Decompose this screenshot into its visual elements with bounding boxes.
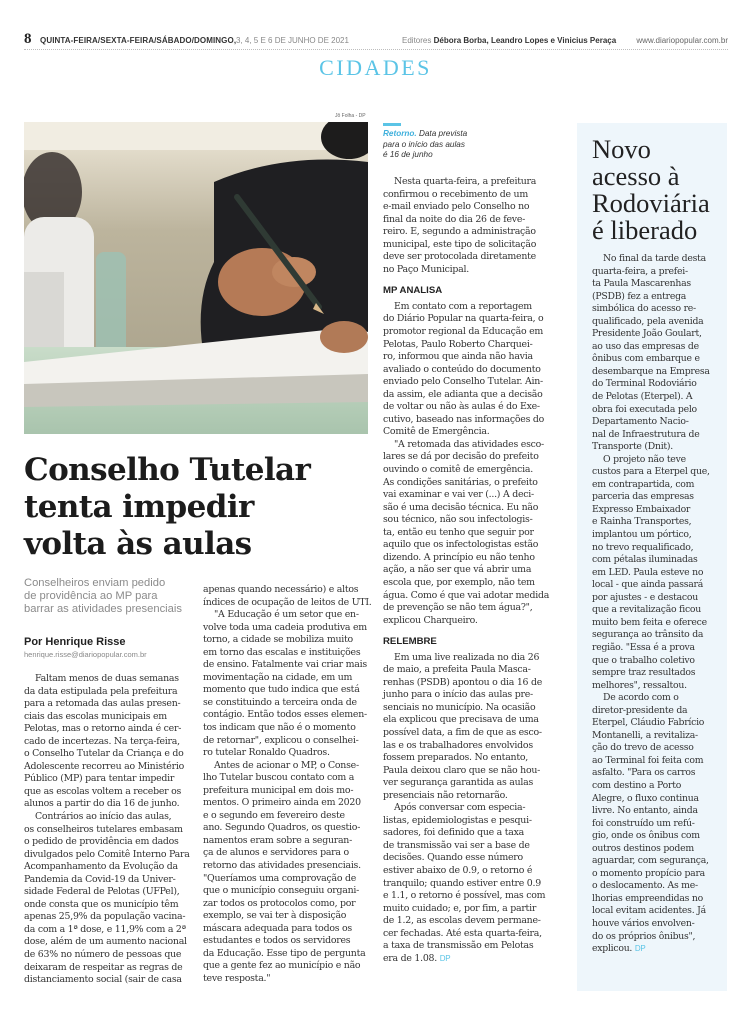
- text-line: que a gente fez ao município e não: [203, 960, 361, 972]
- text-line: o Conselho Tutelar da Criança e do: [24, 748, 184, 760]
- text-line: las e os trabalhadores envolvidos: [383, 739, 533, 751]
- text-line: de voltar ou não às aulas é do Exe-: [383, 401, 540, 413]
- sidebar-headline-line: é liberado: [592, 215, 698, 245]
- text-line: que o trabalho coletivo: [592, 654, 695, 666]
- text-line: houve vários envolven-: [592, 917, 695, 929]
- text-line: senciais no município. Na ocasião: [383, 701, 536, 713]
- editors-names: Débora Borba, Leandro Lopes e Vinicius Peraça: [433, 36, 617, 45]
- text-line: sidade Federal de Pelotas (UFPel),: [24, 886, 180, 898]
- text-line: ao Terminal foi feita com: [592, 754, 704, 766]
- text-line: da Educação. Esse tipo de pergunta: [203, 947, 366, 959]
- text-line: e o segundo em fevereiro deste: [203, 809, 345, 821]
- text-line: lares se dá por decisão do prefeito: [383, 451, 539, 463]
- text-line: ano. Segundo Quadros, os questio-: [203, 822, 361, 834]
- text-line: com destino a Porto: [592, 779, 682, 791]
- text-line: de ensino. Fatalmente vai criar mais: [203, 659, 367, 671]
- text-line: em contrapartida, com: [592, 478, 695, 490]
- text-line: gio, onde os ônibus com: [592, 830, 700, 842]
- text-line: cado de incertezas. Na terça-feira,: [24, 735, 180, 747]
- text-line: enviado pelo Conselho Tutelar. Ain-: [383, 376, 543, 388]
- text-line: do Diário Popular na quarta-feira, o: [383, 313, 544, 325]
- text-line: de retornar", explicou o conselhei-: [203, 734, 359, 746]
- section-title: CIDADES: [319, 55, 432, 80]
- text-line: da assim, ele adianta que a decisão: [383, 388, 543, 400]
- text-line: volve toda uma cadeia produtiva em: [203, 621, 367, 633]
- text-line: de maio, a prefeita Paula Masca-: [383, 664, 531, 676]
- text-line: e 1.1, o retorno é possível, mas com: [383, 890, 546, 902]
- text-line: Montanelli, a revitaliza-: [592, 729, 698, 741]
- caption-line: para o início das aulas: [383, 139, 465, 149]
- caption-accent-bar: [383, 123, 401, 126]
- page-number: 8: [24, 31, 32, 47]
- subhead-line: de providência ao MP para: [24, 590, 158, 602]
- subheadline: [24, 577, 194, 616]
- text-line: ciais das escolas municipais em: [24, 710, 167, 722]
- text-line: As condições sanitárias, o prefeito: [383, 476, 538, 488]
- text-line: no Paço Municipal.: [383, 263, 470, 275]
- text-line: com pétalas iluminadas: [592, 554, 698, 566]
- text-line: municipal, este tipo de solicitação: [383, 238, 537, 250]
- text-line: promotor regional da Educação em: [383, 326, 544, 338]
- text-line: cutivo, baseado nas informações do: [383, 413, 545, 425]
- text-line: máscara adequada para todos os: [203, 922, 352, 934]
- mp-analisa-paragraphs: [383, 301, 555, 627]
- text-line: qualificado, pela avenida: [592, 315, 704, 327]
- text-line: o deslocamento. As me-: [592, 880, 698, 892]
- text-line: a taxa de transmissão em Pelotas: [383, 940, 534, 952]
- text-line: junho para o início das aulas pre-: [383, 689, 533, 701]
- text-line: Comitê de Emergência.: [383, 426, 490, 438]
- text-line: (PSDB) fez a entrega: [592, 290, 687, 302]
- text-line: Paula deixou claro que se não hou-: [383, 764, 541, 776]
- text-line: sadores, foi definido que a taxa: [383, 827, 524, 839]
- student-writing-image: [24, 122, 368, 434]
- text-line: possível data, a fim de que as esco-: [383, 726, 542, 738]
- section-heading-relembre: RELEMBRE: [383, 636, 437, 648]
- text-line: aquilo que os infectologistas estão: [383, 539, 539, 551]
- text-line: presenciais não retornarão.: [383, 789, 508, 801]
- sidebar-paragraphs: [592, 253, 726, 943]
- text-line: os conselheiros tutelares embasam: [24, 823, 183, 835]
- text-line: índices de ocupação de leitos de UTI.: [203, 596, 372, 608]
- author-byline: Por Henrique Risse: [24, 636, 126, 648]
- text-line: tos indicam que não é o momento: [203, 722, 356, 734]
- text-line: da com a 1ª dose, e 11,9% com a 2ª: [24, 923, 186, 935]
- editors-label: Editores: [402, 36, 432, 45]
- text-line: parceria das empresas: [592, 491, 694, 503]
- text-line: aguardar, com segurança,: [592, 855, 709, 867]
- text-line: Transporte (Dnit).: [592, 441, 673, 453]
- text-line: Contrários ao início das aulas,: [35, 811, 172, 823]
- text-line: e Rainha Transportes,: [592, 516, 692, 528]
- text-line: ta, então eu tenho que seguir por: [383, 526, 534, 538]
- text-line: O projeto não teve: [603, 453, 686, 465]
- website-link[interactable]: www.diariopopular.com.br: [636, 36, 728, 45]
- text-line: melhores", ressaltou.: [592, 679, 687, 691]
- text-line: zar todos os protocolos como, por: [203, 897, 356, 909]
- photo-credit: Jô Folha - DP: [335, 113, 366, 119]
- text-line: Após conversar com especia-: [394, 802, 526, 814]
- text-line: de Pelotas (Eterpel). A: [592, 391, 693, 403]
- text-line: para a retomada das aulas presen-: [24, 698, 181, 710]
- text-line: apenas quando necessário) e altos: [203, 584, 359, 595]
- text-line: Nesta quarta-feira, a prefeitura: [394, 176, 537, 187]
- headline-line: Conselho Tutelar: [24, 452, 311, 488]
- text-line: que o município conseguiu organi-: [203, 885, 360, 897]
- text-line: outros destinos podem: [592, 842, 694, 854]
- text-line: Público (MP) para tentar impedir: [24, 773, 175, 785]
- text-line: divulgados pelo Comitê Interno Para: [24, 848, 190, 860]
- text-line: sou técnico, não sou infectologis-: [383, 514, 533, 526]
- text-line: explicou Charqueiro.: [383, 614, 478, 626]
- text-line: de 1.2, as escolas devem permane-: [383, 915, 541, 927]
- text-line: segurança ao trânsito da: [592, 629, 704, 641]
- text-line: implantou um pórtico,: [592, 529, 692, 541]
- text-line: renhas (PSDB) apontou o dia 16 de: [383, 676, 543, 688]
- article-column-1: [24, 673, 196, 987]
- text-line: ouvindo o comitê de emergência.: [383, 464, 533, 476]
- text-line: Expresso Embaixador: [592, 503, 691, 515]
- text-line: desembarque na Empresa: [592, 365, 710, 377]
- text-line: Presidente João Goulart,: [592, 328, 702, 340]
- text-line: custos para a Eterpel que,: [592, 466, 710, 478]
- text-line: são é uma decisão técnica. Eu não: [383, 501, 539, 513]
- text-line: Antes de acionar o MP, o Conse-: [214, 759, 359, 771]
- text-line: momento que tudo indica que está: [203, 684, 360, 696]
- text-line: Eterpel, Cláudio Fabrício: [592, 717, 705, 729]
- text-line: por ajustes - e destacou: [592, 591, 698, 603]
- text-line: ta Paula Mascarenhas: [592, 278, 691, 290]
- text-line: ao uso das empresas de: [592, 340, 699, 352]
- text-line: reiro. E, segundo a administração: [383, 226, 536, 238]
- text-line: Pelotas, mas o retorno ainda é cer-: [24, 723, 182, 735]
- text-line: listas, epidemiologistas e pesqui-: [383, 814, 532, 826]
- editors-credit: [402, 36, 616, 45]
- text-line: muito bem feita e oferece: [592, 616, 707, 628]
- sidebar-headline: [592, 136, 722, 244]
- text-line: diretor-presidente da: [592, 704, 688, 716]
- text-line: no trevo requalificado,: [592, 541, 694, 553]
- end-mark-dp: DP: [439, 953, 451, 963]
- caption-line: Data prevista: [418, 129, 468, 138]
- text-line: asfalto. "Para os carros: [592, 767, 696, 779]
- text-line: contágio. Então todos esses elemen-: [203, 709, 367, 721]
- text-line: cer fechadas. Até esta quarta-feira,: [383, 927, 542, 939]
- text-line: local evitam acidentes. Já: [592, 905, 706, 917]
- sidebar-body: [592, 253, 726, 956]
- text-line: obra foi executada pelo: [592, 403, 697, 415]
- text-line: nal de Infraestrutura de: [592, 428, 700, 440]
- text-line: o pedido de providência em dados: [24, 836, 179, 848]
- article-column-3: [383, 176, 555, 965]
- text-line: Em uma live realizada no dia 26: [394, 651, 540, 663]
- text-line: escola que, por exemplo, não tem: [383, 576, 535, 588]
- text-line: em LED. Paula esteve no: [592, 566, 704, 578]
- edition-dates: 3, 4, 5 E 6 DE JUNHO DE 2021: [236, 36, 349, 45]
- edition-days: QUINTA-FEIRA/SEXTA-FEIRA/SÁBADO/DOMINGO,: [40, 36, 237, 45]
- text-line: ação, a não ser que vá abrir uma: [383, 564, 532, 576]
- text-line: quarta-feira, a prefei-: [592, 265, 688, 277]
- text-line: Faltam menos de duas semanas: [35, 673, 179, 684]
- text-line: distanciamento social (sair de casa: [24, 974, 182, 986]
- text-line: "A retomada das atividades esco-: [394, 438, 544, 450]
- text-line: Alegre, o fluxo continua: [592, 792, 699, 804]
- text-line: do Terminal Rodoviário: [592, 378, 697, 390]
- text-line: de prevenção se não tem água?",: [383, 602, 533, 614]
- text-line: região. "Essa é a prova: [592, 641, 695, 653]
- text-line: fossem preparados. No entanto,: [383, 752, 528, 764]
- text-line: muito cuidado; e, por fim, a partir: [383, 902, 537, 914]
- text-line: confirmou o recebimento de um: [383, 188, 528, 200]
- text-line: ção do trevo de acesso: [592, 742, 694, 754]
- closing-line: era de 1.08.: [383, 952, 437, 964]
- text-line: de 63% no número de pessoas que: [24, 949, 182, 961]
- text-line: Em contato com a reportagem: [394, 300, 532, 312]
- text-line: onde consta que os município têm: [24, 898, 179, 910]
- page-header: [24, 31, 728, 50]
- text-line: De acordo com o: [603, 692, 679, 704]
- text-line: o momento propício para: [592, 867, 705, 879]
- photo-caption: [383, 129, 493, 161]
- text-line: apenas 25,9% da população vacina-: [24, 911, 186, 923]
- text-line: "A Educação é um setor que en-: [214, 609, 359, 621]
- text-line: Acompanhamento da Evolução da: [24, 861, 178, 873]
- sidebar-closing-line: explicou.: [592, 943, 633, 955]
- headline: [24, 452, 364, 563]
- text-line: do os próprios ônibus",: [592, 930, 696, 942]
- text-line: Departamento Nacio-: [592, 416, 689, 428]
- text-line: Pelotas, Paulo Roberto Charquei-: [383, 338, 533, 350]
- text-line: alunos a partir do dia 16 de junho.: [24, 798, 180, 810]
- sidebar-headline-line: Novo: [592, 134, 651, 164]
- text-line: que as escolas voltem a receber os: [24, 785, 182, 797]
- text-line: Adolescente recorreu ao Ministério: [24, 760, 184, 772]
- text-line: movimentação na cidade, em um: [203, 671, 353, 683]
- text-line: dose, além de um aumento nacional: [24, 936, 187, 948]
- article-photo: [24, 122, 368, 434]
- text-line: Pandemia da Covid-19 da Univer-: [24, 873, 176, 885]
- text-line: torno, a cidade se mobiliza muito: [203, 634, 353, 646]
- text-line: ça de alunos e servidores para o: [203, 847, 349, 859]
- headline-line: volta às aulas: [24, 526, 252, 562]
- text-line: [592, 943, 726, 956]
- text-line: ver segurança garantida as aulas: [383, 777, 534, 789]
- text-line: "Queríamos uma comprovação de: [203, 872, 357, 884]
- text-line: lhorias empreendidas no: [592, 892, 703, 904]
- text-line: local - que ainda passará: [592, 579, 704, 591]
- text-line: [383, 953, 555, 966]
- section-heading-mp-analisa: MP ANALISA: [383, 285, 443, 297]
- text-line: avaliado o conteúdo do documento: [383, 363, 541, 375]
- text-line: tranquilo; quando estiver entre 0.9: [383, 877, 541, 889]
- text-line: ro tutelar Ronaldo Quadros.: [203, 747, 330, 759]
- sidebar-headline-line: Rodoviária: [592, 188, 710, 218]
- end-mark-dp: DP: [634, 944, 646, 954]
- text-line: em torno das escalas e instituições: [203, 646, 361, 658]
- sidebar-headline-line: acesso à: [592, 161, 680, 191]
- caption-lead: Retorno.: [383, 129, 417, 138]
- text-line: água. Como é que vai adotar medida: [383, 589, 550, 601]
- caption-line: é 16 de junho: [383, 150, 433, 159]
- text-line: ônibus com embarque e: [592, 353, 700, 365]
- text-line: deixaram de respeitar as regras de: [24, 961, 183, 973]
- text-line: sempre traz resultados: [592, 667, 696, 679]
- text-line: ro, informou que ainda não havia: [383, 351, 533, 363]
- text-line: vai examinar e vai ver (...) A deci-: [383, 489, 534, 501]
- headline-line: tenta impedir: [24, 489, 254, 525]
- text-line: namentos eram sobre a seguran-: [203, 834, 353, 846]
- author-email[interactable]: henrique.risse@diariopopular.com.br: [24, 650, 147, 659]
- text-line: prefeitura municipal em dois mo-: [203, 784, 354, 796]
- text-line: estiver abaixo de 0.9, o retorno é: [383, 864, 533, 876]
- text-line: que a revitalização ficou: [592, 604, 701, 616]
- text-line: estudantes e todos os servidores: [203, 935, 351, 947]
- text-line: se constituindo a terceira onda de: [203, 696, 357, 708]
- text-line: da data estipulada pela prefeitura: [24, 685, 178, 697]
- text-line: final da noite do dia 26 de feve-: [383, 213, 526, 225]
- text-line: exemplo, se vai ter à disposição: [203, 910, 347, 922]
- text-line: teve resposta.": [203, 972, 271, 984]
- text-line: ela explicou que precisava de uma: [383, 714, 539, 726]
- intro-paragraph: [383, 176, 555, 276]
- text-line: e-mail enviado pelo Conselho no: [383, 201, 530, 213]
- text-line: retorno das atividades presenciais.: [203, 860, 361, 872]
- subhead-line: barrar as atividades presenciais: [24, 603, 182, 615]
- subhead-line: Conselheiros enviam pedido: [24, 577, 166, 589]
- text-line: dizendo. A princípio eu não tenho: [383, 551, 535, 563]
- text-line: decisões. Quando esse número: [383, 852, 523, 864]
- text-line: mentos. O primeiro ainda em 2020: [203, 797, 361, 809]
- article-column-2: [203, 584, 373, 986]
- text-line: de transmissão vai ser a base de: [383, 839, 530, 851]
- text-line: lho Tutelar buscou contato com a: [203, 772, 355, 784]
- relembre-paragraphs: [383, 652, 555, 953]
- text-line: simbólica do acesso re-: [592, 303, 696, 315]
- text-line: foi construído um refú-: [592, 817, 695, 829]
- text-line: deve ser protocolada diretamente: [383, 251, 536, 263]
- text-line: No final da tarde desta: [603, 253, 706, 264]
- text-line: livre. No entanto, ainda: [592, 805, 698, 817]
